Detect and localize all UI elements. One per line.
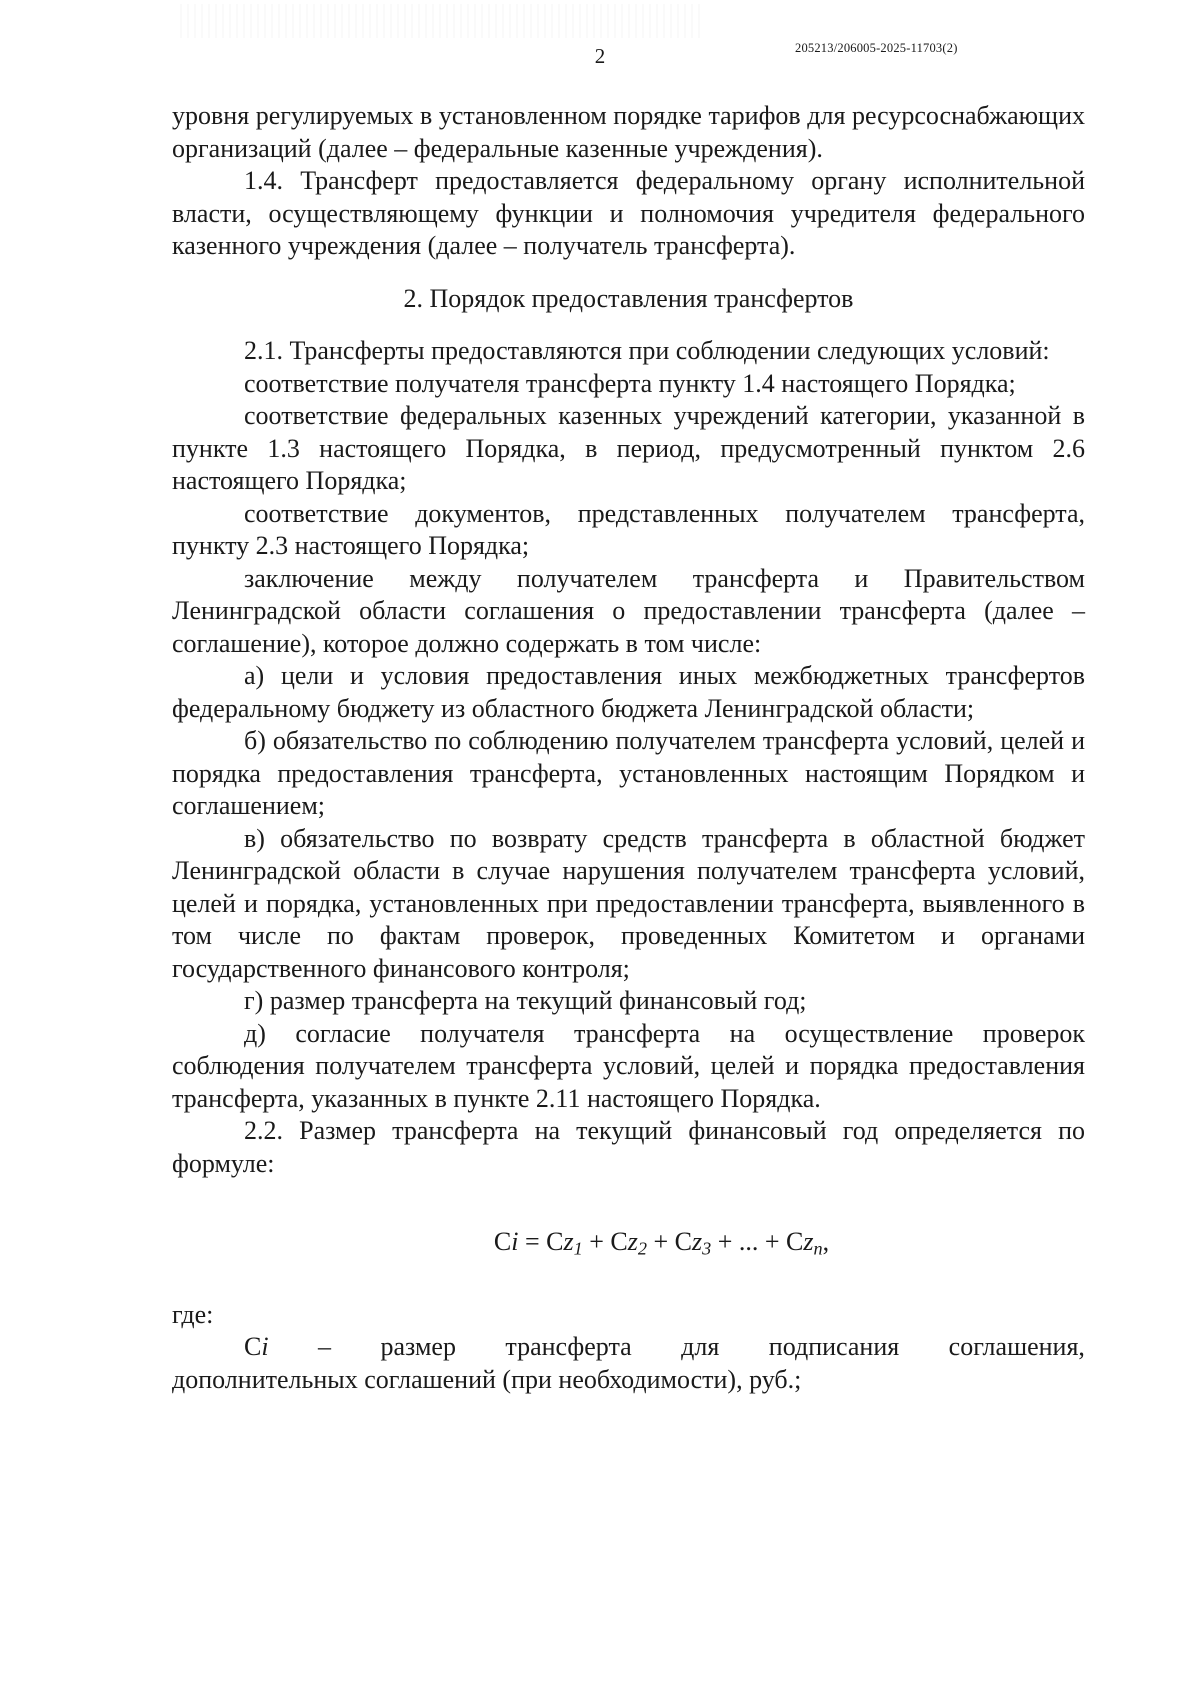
paragraph-2-2: 2.2. Размер трансферта на текущий финансовый год определяется по формуле: — [172, 1116, 1085, 1178]
page-number: 2 — [594, 44, 606, 68]
condition-item: соответствие получателя трансферта пункту 1.4 настоящего Порядка; — [244, 368, 1016, 398]
where-label: где: — [172, 1299, 214, 1329]
section-title: 2. Порядок предоставления трансфертов — [403, 283, 854, 313]
condition-item: соответствие федеральных казенных учреждений категории, указанной в пункте 1.3 настоящего Порядка, в период, предусмотренный пунктом 2.6 настоящего Порядка; — [172, 401, 1085, 495]
ci-definition-continued: дополнительных соглашений (при необходимости), руб.; — [172, 1364, 802, 1394]
scan-artifact — [180, 4, 700, 38]
agreement-item-b: б) обязательство по соблюдению получателем трансферта условий, целей и порядка предоставления трансферта, установленных настоящим Порядком и соглашением; — [172, 726, 1085, 820]
agreement-item-g: г) размер трансферта на текущий финансовый год; — [244, 986, 807, 1015]
agreement-item-v: в) обязательство по возврату средств трансферта в областной бюджет Ленинградской области в случае нарушения получателем трансферта условий, целей и порядка, установленных при предоставлении трансферта, выявленного в том числе по фактам проверок, проведенных Комитетом и органами государственного финансового контроля; — [172, 823, 1085, 983]
paragraph-2-1: 2.1. Трансферты предоставляются при соблюдении следующих условий: — [244, 336, 1050, 365]
formula: $Ci = Cz_1 + Cz_2 + Cz_3$ + ... + $Cz_n$, — [493, 1227, 830, 1259]
document-body — [172, 100, 1085, 1396]
document-id: 205213/206005-2025-11703(2) — [795, 41, 958, 55]
agreement-item-d: д) согласие получателя трансферта на осуществление проверок соблюдения получателем трансферта условий, целей и порядка предоставления трансферта, указанных в пункте 2.11 настоящего Порядка. — [172, 1018, 1085, 1113]
paragraph-1-4: 1.4. Трансферт предоставляется федеральному органу исполнительной власти, осуществляющему функции и полномочия учредителя федерального казенного учреждения (далее – получатель трансферта). — [172, 166, 1085, 260]
ci-definition: Ci – размер трансферта для подписания соглашения, — [172, 1331, 1085, 1364]
condition-item: заключение между получателем трансферта и Правительством Ленинградской области соглашения о предоставлении трансферта (далее – соглашение), которое должно содержать в том числе: — [172, 563, 1085, 658]
agreement-item-a: а) цели и условия предоставления иных межбюджетных трансфертов федеральному бюджету из областного бюджета Ленинградской области; — [172, 661, 1085, 723]
paragraph: уровня регулируемых в установленном порядке тарифов для ресурсоснабжающих организаций (далее – федеральные казенные учреждения). — [172, 101, 1085, 163]
condition-item: соответствие документов, представленных получателем трансферта, пункту 2.3 настоящего Порядка; — [172, 498, 1085, 560]
ci-term: Ci — [244, 1332, 269, 1361]
